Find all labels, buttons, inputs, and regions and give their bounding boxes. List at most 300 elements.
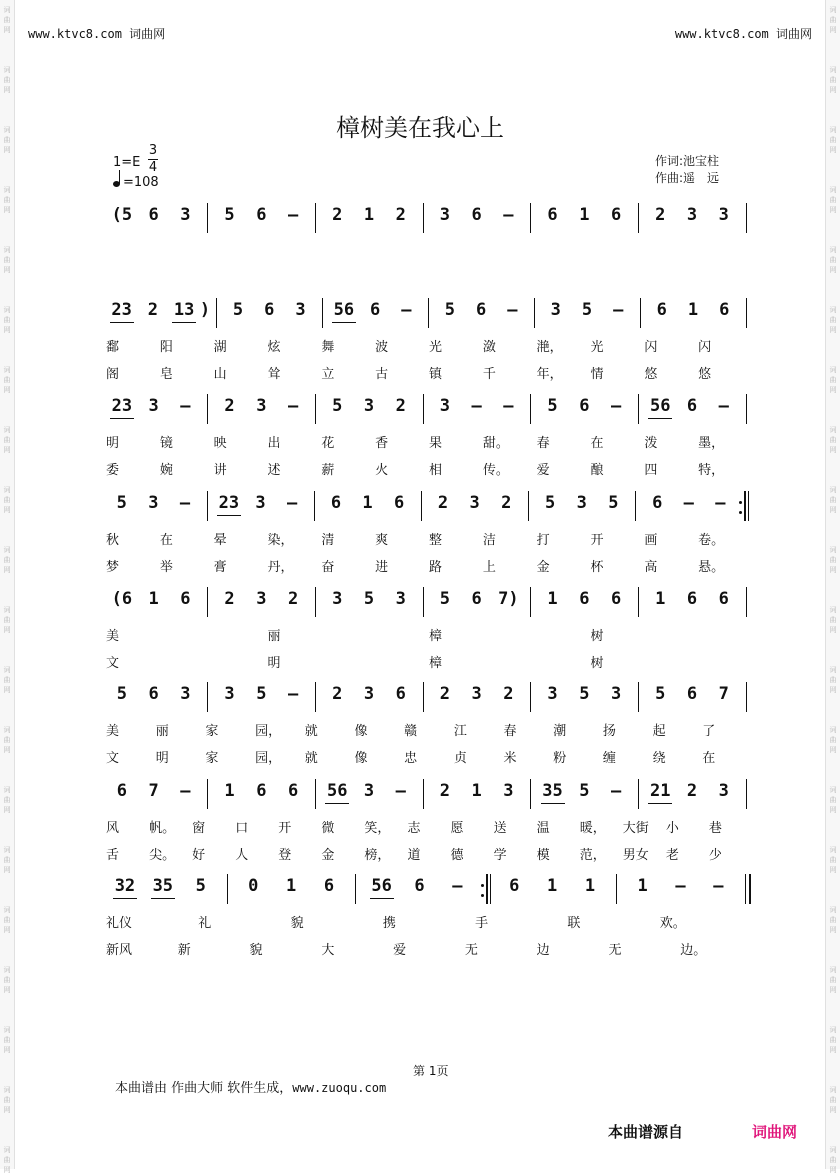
source-brand[interactable]: 词曲网	[752, 1123, 798, 1141]
score-note: 6	[264, 300, 275, 320]
score-note: –	[610, 396, 622, 416]
lyric-syllable: 好	[192, 848, 206, 863]
lyric-syllable: 人	[235, 848, 249, 863]
lyric-syllable: 米	[503, 751, 517, 766]
score-note: 6	[610, 589, 622, 609]
lyric-syllable: 园，	[255, 751, 282, 766]
score-note: 2	[147, 300, 158, 320]
bar-line	[530, 682, 531, 712]
lyric-syllable: 果	[429, 436, 443, 451]
score-note: 2	[287, 589, 299, 609]
score-note: 3	[180, 205, 191, 225]
watermark-text: 词 曲 网	[3, 1146, 11, 1174]
lyric-syllable: 清	[321, 533, 335, 548]
watermark-text: 词 曲 网	[3, 426, 11, 454]
watermark-text: 词 曲 网	[829, 1146, 837, 1174]
watermark-text: 词 曲 网	[3, 6, 11, 34]
lyric-syllable: 口	[235, 821, 249, 836]
bar-line	[207, 779, 208, 809]
lyric-syllable: 上	[482, 560, 496, 575]
lyric-syllable: 就	[304, 724, 318, 739]
lyric-syllable: 了	[702, 724, 716, 739]
score-note: –	[287, 205, 299, 225]
lyric-syllable: 老	[665, 848, 679, 863]
score-note: –	[675, 876, 686, 896]
score-note: 23	[218, 493, 240, 513]
bar-line	[746, 394, 747, 424]
watermark-text: 词 曲 网	[3, 726, 11, 754]
watermark-text: 词 曲 网	[3, 846, 11, 874]
bar-line	[207, 682, 208, 712]
bar-line	[315, 779, 316, 809]
lyric-syllable: 温	[536, 821, 550, 836]
bar-line	[528, 491, 529, 521]
repeat-bar	[490, 874, 491, 904]
score-note: 2	[437, 493, 449, 513]
score-note: 3	[469, 493, 480, 513]
lyric-syllable: 湖	[213, 340, 227, 355]
lyric-syllable: 薪	[321, 463, 335, 478]
lyric-syllable: 新风	[106, 943, 133, 958]
lyric-syllable: 爱	[536, 463, 550, 478]
composer: 作曲:遥 远	[655, 171, 720, 185]
bar-line	[746, 298, 747, 328]
score-note: 6	[370, 300, 381, 320]
bar-line	[638, 394, 639, 424]
score-note: 32	[114, 876, 136, 896]
score-note: 5	[256, 684, 267, 704]
lyric-syllable: 手	[475, 916, 489, 931]
lyricist: 作词:池宝柱	[655, 154, 720, 168]
lyric-syllable: 樟	[429, 629, 443, 644]
lyric-syllable: 光	[590, 340, 604, 355]
beam-underline	[113, 898, 137, 899]
watermark-text: 词 曲 网	[3, 186, 11, 214]
lyric-syllable: 梦	[106, 560, 120, 575]
lyric-syllable: 舌	[106, 848, 120, 863]
lyric-syllable: 边。	[680, 943, 707, 958]
score-note: 6	[610, 205, 622, 225]
lyric-syllable: 情	[590, 367, 604, 382]
score-note: –	[503, 396, 514, 416]
watermark-text: 词 曲 网	[829, 726, 837, 754]
watermark-text: 词 曲 网	[3, 906, 11, 934]
lyric-syllable: 联	[567, 916, 581, 931]
score-note: 3	[686, 205, 698, 225]
score-note: 2	[501, 493, 512, 513]
lyric-syllable: 文	[106, 751, 120, 766]
lyric-syllable: 道	[407, 848, 421, 863]
score-note: 6	[148, 684, 159, 704]
lyric-syllable: 家	[205, 724, 219, 739]
score-note: 13	[173, 300, 195, 320]
lyric-syllable: 赣	[404, 724, 418, 739]
score-note: 2	[224, 589, 235, 609]
score-note: 23	[111, 396, 133, 416]
lyric-syllable: 金	[321, 848, 335, 863]
watermark-text: 词 曲 网	[829, 846, 837, 874]
bar-line	[423, 779, 424, 809]
score-note: –	[683, 493, 694, 513]
lyric-syllable: 像	[354, 724, 368, 739]
score-note: –	[713, 876, 724, 896]
bar-line	[355, 874, 356, 904]
lyric-syllable: 耸	[267, 367, 281, 382]
lyric-syllable: 举	[159, 560, 173, 575]
lyric-syllable: 愿	[450, 821, 464, 836]
score-note: 6	[148, 205, 159, 225]
lyric-syllable: 在	[590, 436, 604, 451]
watermark-text: 词 曲 网	[829, 246, 837, 274]
score-note: –	[715, 493, 726, 513]
lyric-syllable: 学	[493, 848, 507, 863]
lyric-syllable: 樟	[429, 656, 443, 671]
score-note: 5	[545, 493, 556, 513]
lyric-syllable: 火	[375, 463, 389, 478]
lyric-syllable: 甜。	[482, 436, 509, 451]
score-note: 6	[719, 300, 730, 320]
score-note: 2	[503, 684, 514, 704]
score-note: 2	[439, 684, 450, 704]
bar-line	[635, 491, 636, 521]
score-note: 1	[362, 493, 373, 513]
credits	[655, 153, 719, 187]
lyric-syllable: 花	[321, 436, 335, 451]
bar-line	[616, 874, 617, 904]
bar-line	[315, 203, 316, 233]
score-note: 5	[232, 300, 244, 320]
score-note: 6	[686, 589, 698, 609]
lyric-syllable: 晕	[213, 533, 227, 548]
score-note: 5	[439, 589, 450, 609]
score-note: 0	[248, 876, 259, 896]
lyric-syllable: 志	[407, 821, 421, 836]
lyric-syllable: 丹，	[267, 560, 294, 575]
score-note: 6	[686, 684, 698, 704]
lyric-syllable: 阳	[159, 340, 173, 355]
watermark-text: 词 曲 网	[829, 1026, 837, 1054]
bar-line	[746, 203, 747, 233]
score-note: 6	[475, 300, 487, 320]
score-note: 1	[579, 205, 590, 225]
lyric-syllable: 路	[429, 560, 443, 575]
score-note: 6	[395, 684, 406, 704]
score-note: –	[471, 396, 482, 416]
watermark-text: 词 曲 网	[829, 666, 837, 694]
score-note: 3	[295, 300, 306, 320]
lyric-syllable: 出	[267, 436, 281, 451]
score-note: 35	[152, 876, 174, 896]
lyric-syllable: 美	[106, 629, 120, 644]
repeat-dot	[481, 894, 484, 897]
bar-line	[207, 394, 208, 424]
lyric-syllable: 携	[382, 916, 396, 931]
score-note: 3	[395, 589, 406, 609]
lyric-syllable: 在	[159, 533, 173, 548]
score-note: 5	[579, 684, 590, 704]
repeat-dot	[739, 501, 742, 504]
score-note: –	[287, 684, 299, 704]
lyric-syllable: 貌	[290, 916, 304, 931]
lyric-syllable: 染，	[267, 533, 294, 548]
bar-line	[423, 682, 424, 712]
lyric-syllable: 开	[590, 533, 604, 548]
lyric-syllable: 立	[321, 367, 335, 382]
lyric-syllable: 炫	[267, 340, 281, 355]
lyric-syllable: 奋	[321, 560, 335, 575]
bar-line	[207, 587, 208, 617]
watermark-text: 词 曲 网	[3, 1026, 11, 1054]
lyric-syllable: 潮	[553, 724, 567, 739]
score-note: 5	[581, 300, 593, 320]
lyric-syllable: 树	[590, 629, 604, 644]
lyric-syllable: 德	[450, 848, 464, 863]
bar-line	[534, 298, 535, 328]
lyric-syllable: 爱	[393, 943, 407, 958]
watermark-text: 词 曲 网	[829, 1086, 837, 1114]
score-note: 7)	[498, 589, 519, 609]
lyric-syllable: 悠	[698, 367, 712, 382]
lyric-syllable: 酿	[590, 463, 604, 478]
lyric-syllable: 明	[267, 656, 281, 671]
beam-underline	[172, 322, 196, 323]
watermark-text: 词 曲 网	[3, 966, 11, 994]
score-note: –	[286, 493, 298, 513]
lyric-syllable: 镇	[429, 367, 443, 382]
score-note: 6	[330, 493, 342, 513]
score-note: –	[503, 205, 514, 225]
lyric-syllable: 送	[493, 821, 507, 836]
bar-line	[638, 779, 639, 809]
lyric-syllable: 特，	[698, 463, 725, 478]
score-note: –	[179, 493, 191, 513]
bar-line	[423, 394, 424, 424]
lyric-syllable: 闪	[644, 340, 658, 355]
song-title: 樟树美在我心上	[336, 114, 504, 142]
score-note: 56	[649, 396, 671, 416]
score-note: 5	[608, 493, 619, 513]
score-note: 6	[579, 589, 590, 609]
score-note: 6	[547, 205, 558, 225]
watermark-text: 词 曲 网	[3, 486, 11, 514]
lyric-syllable: 边	[536, 943, 550, 958]
watermark-text: 词 曲 网	[3, 126, 11, 154]
watermark-text: 词 曲 网	[3, 786, 11, 814]
lyric-syllable: 打	[536, 533, 550, 548]
lyric-syllable: 泼	[644, 436, 658, 451]
lyric-syllable: 映	[213, 436, 227, 451]
lyric-syllable: 窗	[192, 821, 206, 836]
beam-underline	[332, 322, 356, 323]
score-note: 1	[637, 876, 648, 896]
lyric-syllable: 波	[375, 340, 389, 355]
score-note: (5	[111, 205, 133, 225]
lyric-syllable: 丽	[267, 629, 281, 644]
lyric-syllable: 画	[644, 533, 658, 548]
bar-line	[315, 394, 316, 424]
score-note: 3	[576, 493, 587, 513]
bar-line	[530, 394, 531, 424]
bar-line	[530, 203, 531, 233]
lyric-syllable: 四	[644, 463, 658, 478]
lyric-syllable: 忠	[404, 751, 418, 766]
score-note: 6	[256, 205, 267, 225]
lyric-syllable: 起	[652, 724, 666, 739]
lyric-syllable: 丽	[155, 724, 169, 739]
bar-line	[638, 682, 639, 712]
score-note: 5	[195, 876, 206, 896]
beam-underline	[325, 803, 349, 804]
lyric-syllable: 绕	[652, 751, 666, 766]
lyric-syllable: 男女	[622, 848, 649, 863]
lyric-syllable: 贞	[453, 751, 467, 766]
bar-line	[428, 298, 429, 328]
lyric-syllable: 像	[354, 751, 368, 766]
lyric-syllable: 大街	[622, 821, 649, 836]
watermark-text: 词 曲 网	[829, 126, 837, 154]
lyric-syllable: 杯	[590, 560, 604, 575]
score-note: 2	[395, 205, 406, 225]
watermark-text: 词 曲 网	[3, 1086, 11, 1114]
score-note: 6	[256, 781, 267, 801]
score-note: 1	[363, 205, 375, 225]
score-note: –	[718, 396, 729, 416]
lyric-syllable: 高	[644, 560, 658, 575]
lyric-syllable: 大	[321, 943, 335, 958]
lyric-syllable: 家	[205, 751, 219, 766]
lyric-syllable: 古	[375, 367, 389, 382]
footer-url[interactable]: www.zuoqu.com	[292, 1081, 387, 1095]
lyric-syllable: 洁	[482, 533, 496, 548]
score-note: 5	[655, 684, 666, 704]
watermark-strip-right	[825, 0, 840, 1174]
beam-underline	[370, 898, 394, 899]
time-sig-bottom: 4	[148, 160, 158, 175]
lyric-syllable: 帆。	[149, 821, 176, 836]
score-note: 5	[224, 205, 235, 225]
bar-line	[746, 682, 747, 712]
score-note: (6	[111, 589, 133, 609]
beam-underline	[151, 898, 175, 899]
score-note: 1	[471, 781, 482, 801]
score-note: 2	[224, 396, 235, 416]
lyric-syllable: 悠	[644, 367, 658, 382]
repeat-dot	[739, 511, 742, 514]
lyric-syllable: 阁	[106, 367, 120, 382]
score-note: 3	[610, 684, 622, 704]
lyric-syllable: 鄱	[106, 340, 120, 355]
score-note: –	[613, 300, 624, 320]
lyric-syllable: 小	[665, 821, 679, 836]
bar-line	[530, 587, 531, 617]
score-note: 3	[332, 589, 343, 609]
watermark-text: 词 曲 网	[829, 426, 837, 454]
lyric-syllable: 明	[155, 751, 169, 766]
score-note: –	[180, 781, 191, 801]
lyric-syllable: 园，	[255, 724, 282, 739]
bar-line	[227, 874, 228, 904]
bar-line	[216, 298, 217, 328]
lyric-syllable: 文	[106, 656, 120, 671]
score-note: 6	[579, 396, 590, 416]
beam-underline	[541, 803, 565, 804]
score-note: 6	[323, 876, 335, 896]
score-note: 3	[224, 684, 235, 704]
score-note: 3	[255, 493, 266, 513]
score-note: 1	[148, 589, 159, 609]
lyric-syllable: 风	[106, 821, 120, 836]
lyric-syllable: 开	[278, 821, 292, 836]
score-note: 6	[656, 300, 667, 320]
lyric-syllable: 貌	[249, 943, 263, 958]
score-note: 3	[256, 396, 267, 416]
quarter-note-icon	[113, 181, 120, 187]
score-note: –	[507, 300, 518, 320]
beam-underline	[648, 803, 672, 804]
watermark-text: 词 曲 网	[829, 366, 837, 394]
lyric-syllable: 微	[321, 821, 335, 836]
score-note: 6	[652, 493, 663, 513]
time-signature	[148, 143, 158, 176]
score-note: 2	[686, 781, 698, 801]
score-note: 3	[363, 684, 375, 704]
score-note: 2	[439, 781, 450, 801]
score-note: )	[199, 300, 211, 320]
lyric-syllable: 登	[278, 848, 292, 863]
lyric-syllable: 模	[536, 848, 550, 863]
header-site-right[interactable]: www.ktvc8.com 词曲网	[674, 27, 812, 41]
lyric-syllable: 春	[536, 436, 550, 451]
score-note: 5	[116, 493, 127, 513]
score-note: 5	[363, 589, 375, 609]
lyric-syllable: 镜	[159, 436, 173, 451]
score-note: 2	[332, 205, 343, 225]
score-note: 3	[471, 684, 482, 704]
repeat-dot	[481, 884, 484, 887]
score-note: 1	[286, 876, 297, 896]
lyric-syllable: 爽	[375, 533, 389, 548]
bar-line	[746, 587, 747, 617]
score-note: 3	[148, 493, 159, 513]
lyric-syllable: 无	[608, 943, 622, 958]
watermark-text: 词 曲 网	[3, 606, 11, 634]
score-note: 1	[546, 876, 558, 896]
repeat-bar	[748, 491, 749, 521]
score-note: 21	[649, 781, 671, 801]
beam-underline	[110, 418, 134, 419]
lyric-syllable: 榜，	[364, 848, 391, 863]
lyric-syllable: 扬	[602, 724, 616, 739]
lyric-syllable: 礼仪	[106, 916, 133, 931]
watermark-text: 词 曲 网	[829, 966, 837, 994]
header-site-left[interactable]: www.ktvc8.com 词曲网	[28, 27, 166, 41]
score-note: 3	[363, 781, 375, 801]
watermark-text: 词 曲 网	[829, 66, 837, 94]
score-note: 5	[547, 396, 558, 416]
lyric-syllable: 少	[708, 848, 722, 863]
watermark-text: 词 曲 网	[3, 246, 11, 274]
score-note: 5	[444, 300, 455, 320]
footer-note	[115, 1077, 386, 1096]
score-note: 2	[395, 396, 406, 416]
score-note: 6	[287, 781, 299, 801]
bar-line	[638, 203, 639, 233]
tempo-marking	[113, 175, 159, 190]
lyric-syllable: 皂	[159, 367, 173, 382]
watermark-text: 词 曲 网	[829, 6, 837, 34]
lyric-syllable: 山	[213, 367, 227, 382]
lyric-syllable: 树	[590, 656, 604, 671]
